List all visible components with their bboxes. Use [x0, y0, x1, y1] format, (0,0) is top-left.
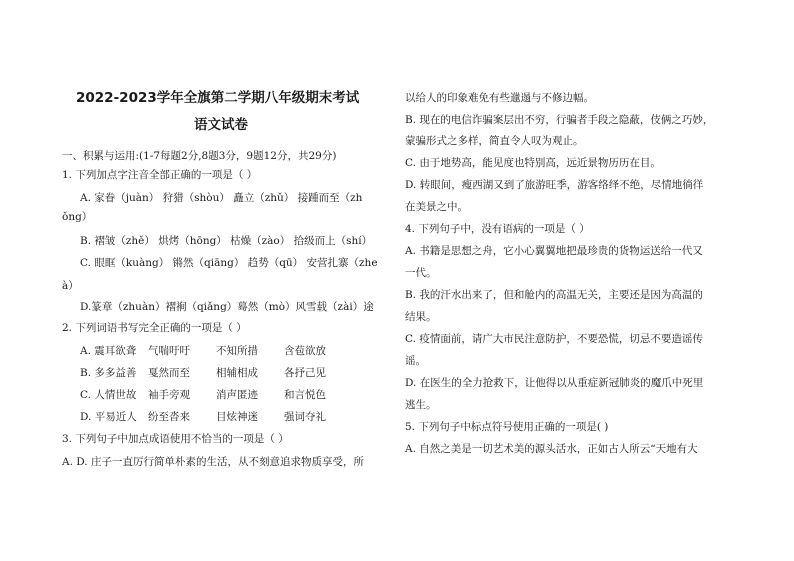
text-line: A. 书籍是思想之舟，它小心翼翼地把最珍贵的货物运送给一代又: [405, 245, 703, 257]
section-heading: 一、积累与运用:(1-7每题2分,8题3分，9题12分，共29分): [62, 150, 337, 162]
text-line: 蒙骗形式之多样，简直令人叹为观止。: [405, 135, 584, 147]
question-1-option-c: C. 眼眶（kuàng） 锵然（qiāng） 趋势（qū） 安营扎寨（zhe: [80, 257, 378, 269]
question-3-stem: 3. 下列句子中加点成语使用不恰当的一项是（ ）: [62, 433, 289, 445]
option-word: 戛然而至: [148, 367, 190, 379]
text-line: 结果。: [405, 311, 437, 323]
text-line: B. 现在的电信诈骗案层出不穷，行骗者手段之隐蔽，伎俩之巧妙，: [405, 114, 714, 126]
question-5-stem: 5. 下列句子中标点符号使用正确的一项是( ): [405, 421, 609, 433]
text-line: B. 我的汗水出来了，但和舱内的高温无关，主要还是因为高温的: [405, 289, 703, 301]
text-line: 一代。: [405, 267, 437, 279]
question-4-stem: 4. 下列句子中，没有语病的一项是（ ）: [405, 223, 590, 235]
question-1-option-a-cont: ǒng）: [62, 211, 93, 223]
text-line: 谣。: [405, 355, 426, 367]
text-line: A. 自然之美是一切艺术美的源头活水，正如古人所云“天地有大: [405, 443, 698, 455]
question-1-option-c-cont: à）: [62, 280, 79, 292]
option-word: 强词夺礼: [284, 411, 326, 423]
text-line: C. 由于地势高，能见度也特别高，远近景物历历在目。: [405, 157, 661, 169]
question-1-option-b: B. 褶皱（zhě） 烘烤（hōng） 枯燥（zào） 拾级而上（shí）: [80, 235, 373, 247]
option-word: D. 平易近人: [80, 411, 137, 423]
text-line: 逃生。: [405, 399, 437, 411]
question-1-stem: 1. 下列加点字注音全部正确的一项是（ ）: [62, 169, 258, 181]
question-2-option-b: [80, 366, 352, 380]
question-1-option-a: A. 家眷（juàn） 狩猎（shòu） 矗立（zhǔ） 接踵而至（zh: [80, 192, 363, 204]
text-line: 以给人的印象难免有些邋遢与不修边幅。: [405, 92, 594, 104]
text-line: D. 转眼间，瘦西湖又到了旅游旺季，游客络绎不绝，尽情地徜徉: [405, 179, 704, 191]
text-line: D. 在医生的全力抢救下，让他得以从重症新冠肺炎的魔爪中死里: [405, 377, 704, 389]
exam-title: 2022-2023学年全旗第二学期八年级期末考试: [76, 90, 360, 106]
option-word: 和言悦色: [284, 389, 326, 401]
option-word: 气喘吁吁: [148, 345, 190, 357]
exam-subtitle: 语文试卷: [194, 117, 248, 133]
option-word: 各抒己见: [284, 367, 326, 379]
option-word: 不知所措: [216, 345, 258, 357]
option-word: 纷至沓来: [148, 411, 190, 423]
option-word: 袖手旁观: [148, 389, 190, 401]
question-2-option-a: [80, 344, 352, 358]
option-word: 目炫神迷: [216, 411, 258, 423]
question-3-option-a: A. D. 庄子一直厉行简单朴素的生活，从不刻意追求物质享受，所: [62, 456, 364, 468]
option-word: 含苞欲放: [284, 345, 326, 357]
option-word: A. 震耳欲聋: [80, 345, 137, 357]
question-2-option-d: [80, 410, 352, 424]
question-1-option-d: D.篆章（zhuàn）褶裥（qiǎng）蓦然（mò）风雪载（zài）途: [80, 301, 374, 313]
text-line: 在美景之中。: [405, 201, 468, 213]
option-word: C. 人情世故: [80, 389, 137, 401]
question-2-option-c: [80, 388, 352, 402]
option-word: 相辅相成: [216, 367, 258, 379]
option-word: B. 多多益善: [80, 367, 137, 379]
option-word: 消声匿迹: [216, 389, 258, 401]
question-2-stem: 2. 下列词语书写完全正确的一项是（ ）: [62, 322, 247, 334]
text-line: C. 疫情面前，请广大市民注意防护，不要恐慌，切忌不要造谣传: [405, 333, 703, 345]
